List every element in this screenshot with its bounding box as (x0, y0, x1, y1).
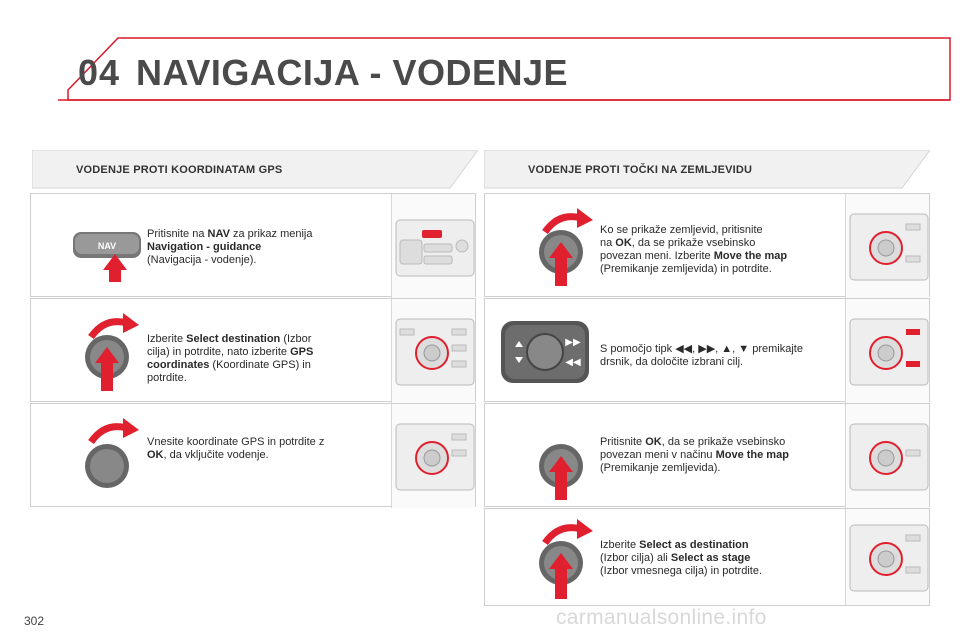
page-number: 302 (24, 614, 45, 628)
joystick-icon (497, 317, 593, 389)
step-text: Vnesite koordinate GPS in potrdite z OK, da vključite vodenje. (147, 436, 325, 461)
console-thumbnail (845, 299, 929, 403)
chapter-title: NAVIGACIJA - VODENJE (136, 52, 569, 93)
section-heading-gps (32, 150, 478, 190)
step-text: Ko se prikaže zemljevid, pritisnite na OK, da se prikaže vsebinsko povezan meni. Izberite Move the map (Premikanje zemljevida) in potrdite. (600, 224, 788, 275)
step-panel-right-1 (484, 193, 930, 297)
step-text: Izberite Select destination (Izbor cilja) in potrdite, nato izberite GPS coordinates (Koordinate GPS) in potrdite. (147, 333, 314, 384)
nav-button-icon (69, 214, 159, 286)
rotary-dial-icon (531, 416, 603, 504)
step-text: S pomočjo tipk ◀◀, ▶▶, ▲, ▼ premikajte drsnik, da določite izbrani cilj. (600, 343, 803, 368)
rotary-dial-icon (77, 311, 149, 399)
watermark: carmanualsonline.info (556, 606, 767, 629)
section-title: VODENJE PROTI TOČKI NA ZEMLJEVIDU (528, 164, 753, 176)
svg-text:◀◀: ◀◀ (565, 357, 581, 368)
rotary-dial-icon (77, 416, 149, 504)
step-text: Pritisnite na NAV za prikaz menija Navigation - guidance (Navigacija - vodenje). (147, 228, 313, 266)
console-thumbnail (845, 404, 929, 508)
console-thumbnail (391, 299, 475, 403)
console-thumbnail (391, 404, 475, 508)
svg-text:▶▶: ▶▶ (565, 337, 581, 348)
step-panel-left-1 (30, 193, 476, 297)
section-heading-map (484, 150, 930, 190)
console-thumbnail (391, 194, 475, 298)
rotary-dial-icon (531, 517, 603, 605)
step-panel-right-3 (484, 403, 930, 507)
step-panel-right-2 (484, 298, 930, 402)
step-panel-right-4 (484, 508, 930, 606)
rotary-dial-icon (531, 206, 603, 294)
console-thumbnail (845, 509, 929, 605)
nav-button-label: NAV (97, 241, 117, 251)
console-thumbnail (845, 194, 929, 298)
step-panel-left-2 (30, 298, 476, 402)
arrow-keys-glyphs: ◀◀, ▶▶, ▲, ▼ (675, 343, 750, 355)
step-panel-left-3 (30, 403, 476, 507)
step-text: Pritisnite OK, da se prikaže vsebinsko povezan meni v načinu Move the map (Premikanje zemljevida). (600, 436, 789, 474)
step-text: Izberite Select as destination (Izbor cilja) ali Select as stage (Izbor vmesnega cilja) in potrdite. (600, 539, 763, 577)
chapter-number: 04 (78, 52, 121, 93)
section-title: VODENJE PROTI KOORDINATAM GPS (76, 164, 283, 176)
